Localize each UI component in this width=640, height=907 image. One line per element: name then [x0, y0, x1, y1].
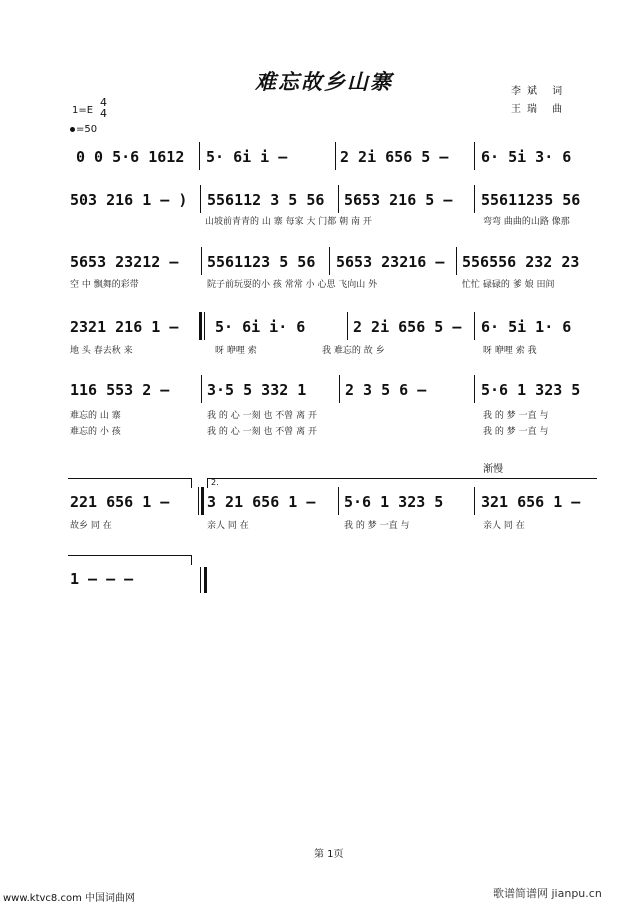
song-title: 难忘故乡山寨	[255, 69, 393, 94]
time-signature-top: 4	[100, 96, 107, 109]
quarter-note-icon	[70, 127, 75, 132]
tempo-value: =50	[76, 124, 98, 135]
barline	[474, 312, 475, 340]
lyric-line: 亲人 同 在	[483, 521, 525, 531]
lyric-line-verse-2: 难忘的 小 孩	[70, 427, 121, 437]
barline	[347, 312, 348, 340]
measure: 321 656 1 –	[481, 493, 581, 511]
score-row-7	[0, 570, 640, 600]
lyric-line: 忙忙 碌碌的 爹 娘 田间	[462, 280, 555, 290]
measure: 2 3 5 6 –	[345, 381, 427, 399]
right-watermark: 歌谱简谱网 jianpu.cn	[493, 887, 602, 900]
lyric-line: 地 头 春去秋 来	[70, 346, 133, 356]
score-row-2	[0, 191, 640, 231]
lyric-line: 呀 咿哩 索	[215, 346, 257, 356]
barline	[338, 487, 339, 515]
measure: 116 553 2 –	[70, 381, 170, 399]
barline	[338, 185, 339, 213]
lyric-line: 我 的 心 一刻 也 不曾 离 开	[207, 411, 318, 421]
barline	[474, 375, 475, 403]
measure: 5653 216 5 –	[344, 191, 453, 209]
lyric-line-verse-2: 我 的 梦 一直 与	[483, 427, 549, 437]
measure: 556112 3 5 56	[207, 191, 325, 209]
score-row-6	[0, 493, 640, 533]
lyric-line: 空 中 飘舞的彩带	[70, 280, 139, 290]
time-signature	[100, 97, 107, 119]
volta-bracket-end	[191, 555, 192, 565]
measure: 5·6 1 323 5	[481, 381, 581, 399]
repeat-start-thin-barline	[204, 312, 205, 340]
measure: 3 21 656 1 –	[207, 493, 316, 511]
repeat-end-thick-barline	[201, 487, 204, 515]
measure: 6· 5i 3· 6	[481, 148, 572, 166]
score-row-3	[0, 253, 640, 293]
lyric-line-verse-2: 我 的 心 一刻 也 不曾 离 开	[207, 427, 318, 437]
measure: 503 216 1 – )	[70, 191, 188, 209]
barline	[474, 142, 475, 170]
barline	[201, 247, 202, 275]
measure: 1 – – –	[70, 570, 134, 588]
measure: 6· 5i 1· 6	[481, 318, 572, 336]
measure: 221 656 1 –	[70, 493, 170, 511]
barline	[339, 375, 340, 403]
measure: 2321 216 1 –	[70, 318, 179, 336]
lyric-line: 我 的 梦 一直 与	[344, 521, 410, 531]
composer-credit: 王瑞 曲	[511, 104, 569, 115]
volta-1-bracket-end	[191, 478, 192, 488]
final-thick-barline	[204, 567, 207, 593]
score-row-1	[0, 148, 640, 188]
lyric-line: 故乡 同 在	[70, 521, 112, 531]
barline	[474, 185, 475, 213]
repeat-start-thick-barline	[199, 312, 202, 340]
measure: 0 0 5·6 1612	[76, 148, 185, 166]
page-number: 第 1页	[314, 849, 344, 860]
barline	[474, 487, 475, 515]
lyricist-credit: 李斌 词	[511, 86, 569, 97]
left-watermark: www.ktvc8.com 中国词曲网	[3, 893, 136, 904]
key-signature: 1=E	[72, 105, 94, 116]
lyric-line: 我 难忘的 故 乡	[322, 346, 385, 356]
volta-1-bracket	[68, 478, 192, 479]
volta-2-bracket	[207, 478, 597, 479]
measure: 5653 23212 –	[70, 253, 179, 271]
barline	[456, 247, 457, 275]
barline	[201, 375, 202, 403]
lyric-line: 山坡前青青的 山 寨 每家 大 门都 朝 南 开	[205, 217, 372, 227]
measure: 5561123 5 56	[207, 253, 316, 271]
volta-2-bracket-start	[207, 478, 208, 488]
lyric-line: 弯弯 曲曲的山路 像那	[483, 217, 570, 227]
repeat-end-thin-barline	[198, 487, 199, 515]
lyric-line: 亲人 同 在	[207, 521, 249, 531]
barline	[335, 142, 336, 170]
time-signature-bottom: 4	[100, 107, 107, 120]
measure: 55611235 56	[481, 191, 581, 209]
volta-2-label: 2.	[211, 478, 219, 487]
measure: 5· 6i i –	[206, 148, 288, 166]
tempo-marking	[70, 124, 97, 135]
final-thin-barline	[200, 567, 201, 593]
measure: 2 2i 656 5 –	[340, 148, 449, 166]
score-row-5	[0, 381, 640, 441]
barline	[199, 142, 200, 170]
measure: 5·6 1 323 5	[344, 493, 444, 511]
lyric-line: 呀 咿哩 索 我	[483, 346, 537, 356]
measure: 3·5 5 332 1	[207, 381, 307, 399]
lyric-line: 我 的 梦 一直 与	[483, 411, 549, 421]
ritardando-marking: 渐慢	[483, 464, 503, 475]
barline	[329, 247, 330, 275]
measure: 556556 232 23	[462, 253, 580, 271]
lyric-line: 院子前玩耍的小 孩 常常 小 心思 飞向山 外	[207, 280, 378, 290]
lyric-line: 难忘的 山 寨	[70, 411, 121, 421]
measure: 2 2i 656 5 –	[353, 318, 462, 336]
barline	[200, 185, 201, 213]
measure: 5653 23216 –	[336, 253, 445, 271]
volta-bracket-line	[68, 555, 192, 556]
measure: 5· 6i i· 6	[215, 318, 306, 336]
score-row-4	[0, 318, 640, 358]
